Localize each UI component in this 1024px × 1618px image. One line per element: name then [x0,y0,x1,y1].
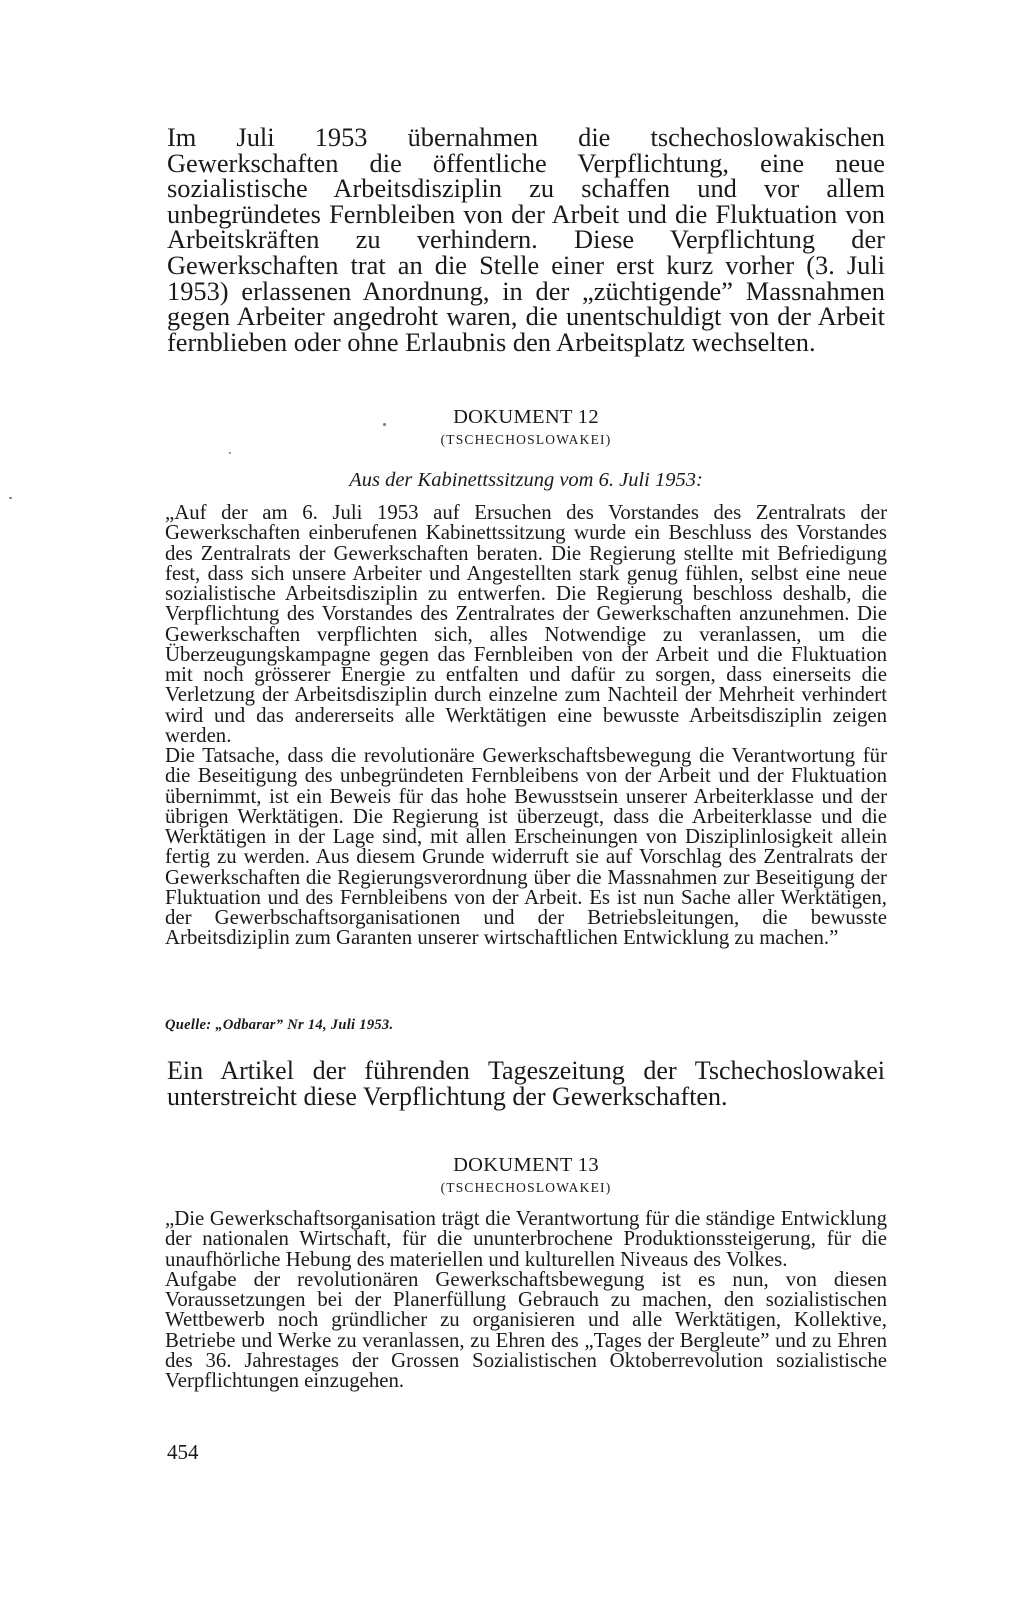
bridge-paragraph: Ein Artikel der führenden Tageszeitung der Tschechoslowakei unterstreicht diese Verpflichtung der Gewerkschaften. [167,1056,885,1111]
document-12-quote [165,503,887,949]
scan-speck [383,423,386,426]
scan-speck [9,497,12,499]
document-12-subtitle: Aus der Kabinettssitzung vom 6. Juli 1953: [349,469,703,491]
document-13-quote [165,1209,887,1391]
document-13-country: (TSCHECHOSLOWAKEI) [440,1180,612,1195]
intro-paragraph: Im Juli 1953 übernahmen die tschechoslowakischen Gewerkschaften die öffentliche Verpflichtung, eine neue sozialistische Arbeitsdisziplin zu schaffen und vor allem unbegründetes Fernbleiben von der Arbeit und die Fluktuation von Arbeitskräften zu verhindern. Diese Verpflichtung der Gewerkschaften trat an die Stelle einer erst kurz vorher (3. Juli 1953) erlassenen Anordnung, in der „züchtigende” Massnahmen gegen Arbeiter angedroht waren, die unentschuldigt von der Arbeit fernblieben oder ohne Erlaubnis den Arbeitsplatz wechselten. [167,122,885,357]
document-12-title: DOKUMENT 12 [453,406,599,428]
document-12-country: (TSCHECHOSLOWAKEI) [440,432,612,447]
document-12-paragraph-1: „Auf der am 6. Juli 1953 auf Ersuchen des Vorstandes des Zentralrats der Gewerkschaften einberufenen Kabinettssitzung wurde ein Beschluss des Vorstandes des Zentralrats der Gewerkschaften beraten. Die Regierung stellte mit Befriedigung fest, dass sich unsere Arbeiter und Angestellten stark genug fühlen, selbst eine neue sozialistische Arbeitsdisziplin zu entwerfen. Die Regierung beschloss deshalb, die Verpflichtung des Vorstandes des Zentralrates der Gewerkschaften anzunehmen. Die Gewerkschaften verpflichten sich, alles Notwendige zu veranlassen, um die Überzeugungskampagne gegen das Fernbleiben von der Arbeit und die Fluktuation mit noch grösserer Energie zu entfalten und dafür zu sorgen, dass einerseits die Verletzung der Arbeitsdisziplin durch einzelne zum Nachteil der Mehrheit verhindert wird und das andererseits alle Werktätigen eine bewusste Arbeitsdisziplin zeigen werden. [165,501,887,747]
page-number: 454 [167,1440,199,1464]
document-12-source: Quelle: „Odbarar” Nr 14, Juli 1953. [165,1017,394,1033]
document-12-heading [167,405,885,449]
document-13-paragraph-1: „Die Gewerkschaftsorganisation trägt die Verantwortung für die ständige Entwicklung der nationalen Wirtschaft, für die ununterbrochene Produktionssteigerung, für die unaufhörliche Hebung des materiellen und kulturellen Niveaus des Volkes. [165,1207,887,1271]
scan-speck [229,452,231,454]
document-13-title: DOKUMENT 13 [453,1154,599,1176]
document-12-paragraph-2: Die Tatsache, dass die revolutionäre Gewerkschaftsbewegung die Verantwortung für die Beseitigung des unbegründeten Fernbleibens von der Arbeit und der Fluktuation übernimmt, ist ein Beweis für das hohe Bewusstsein unserer Arbeiterklasse und der übrigen Werktätigen. Die Regierung ist überzeugt, dass die Arbeiterklasse und die Werktätigen in der Lage sind, mit allen Erscheinungen von Disziplinlosigkeit allein fertig zu werden. Aus diesem Grunde widerruft sie auf Vorschlag des Zentralrats der Gewerkschaften die Regierungsverordnung über die Massnahmen zur Beseitigung der Fluktuation und des Fernbleibens von der Arbeit. Es ist nun Sache aller Werktätigen, der Gewerbschaftsorganisationen und der Betriebsleitungen, die bewusste Arbeitsdiziplin zum Garanten unserer wirtschaftlichen Entwicklung zu machen.” [165,744,887,950]
document-13-heading [167,1153,885,1197]
document-13-paragraph-2: Aufgabe der revolutionären Gewerkschaftsbewegung ist es nun, von diesen Voraussetzungen bei der Planerfüllung Gebrauch zu machen, den sozialistischen Wettbewerb noch gründlicher zu organisieren und alle Werktätigen, Kollektive, Betriebe und Werke zu veranlassen, zu Ehren des „Tages der Bergleute” und zu Ehren des 36. Jahrestages der Grossen Sozialistischen Oktoberrevolution sozialistische Verpflichtungen einzugehen. [165,1267,887,1392]
